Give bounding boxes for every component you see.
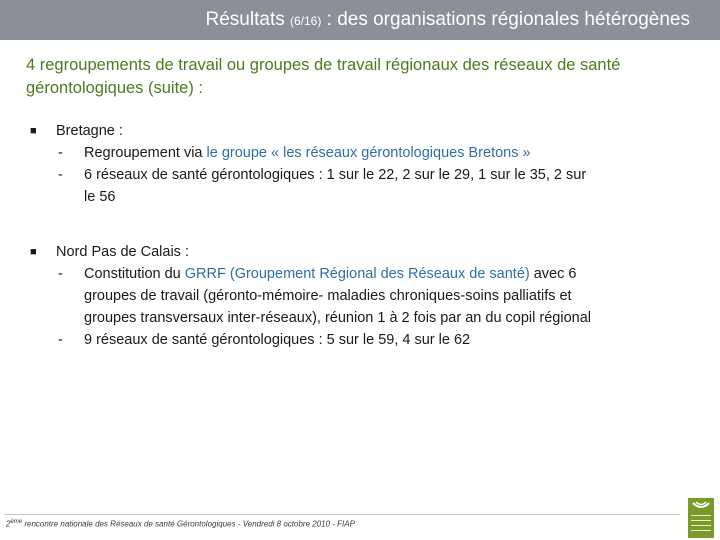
- section-bretagne: [28, 120, 698, 208]
- slide-subtitle: 4 regroupements de travail ou groupes de travail régionaux des réseaux de santé gérontologiques (suite) :: [26, 56, 621, 97]
- dash-marker: -: [58, 145, 63, 161]
- dash-marker: -: [58, 266, 63, 282]
- logo-mark: [692, 501, 710, 511]
- dash-marker: -: [58, 167, 63, 183]
- square-bullet-icon: ■: [30, 125, 37, 137]
- list-item: - Regroupement via le groupe « les réseaux gérontologiques Bretons »: [28, 142, 698, 164]
- footer-text: 2ème rencontre nationale des Réseaux de santé Gérontologiques - Vendredi 8 octobre 2010 - FIAP: [6, 519, 355, 529]
- title-page-counter: (6/16): [290, 14, 322, 28]
- title-rest: : des organisations régionales hétérogènes: [326, 9, 690, 30]
- square-bullet-icon: ■: [30, 246, 37, 258]
- list-item: - Constitution du GRRF (Groupement Régional des Réseaux de santé) avec 6 groupes de travail (géronto-mémoire- maladies chroniques-soins palliatifs et groupes transversaux inter-réseaux), réunion 1 à 2 fois par an du copil régional: [28, 263, 698, 329]
- list-item: - 6 réseaux de santé gérontologiques : 1 sur le 22, 2 sur le 29, 1 sur le 35, 2 sur le 56: [28, 164, 698, 208]
- section-nord-pas-de-calais: [28, 241, 698, 351]
- logo-fine-print: [691, 515, 711, 534]
- highlight-text: GRRF (Groupement Régional des Réseaux de santé): [184, 266, 530, 282]
- highlight-text: le groupe « les réseaux gérontologiques Bretons »: [206, 145, 531, 161]
- slide-title: [0, 0, 720, 40]
- section-heading: ■ Nord Pas de Calais :: [28, 241, 698, 263]
- title-main: Résultats: [205, 9, 285, 30]
- section-heading: ■ Bretagne :: [28, 120, 698, 142]
- footer-divider: [4, 514, 680, 515]
- organization-logo-icon: [688, 498, 714, 538]
- dash-marker: -: [58, 332, 63, 348]
- list-item: - 9 réseaux de santé gérontologiques : 5 sur le 59, 4 sur le 62: [28, 329, 698, 351]
